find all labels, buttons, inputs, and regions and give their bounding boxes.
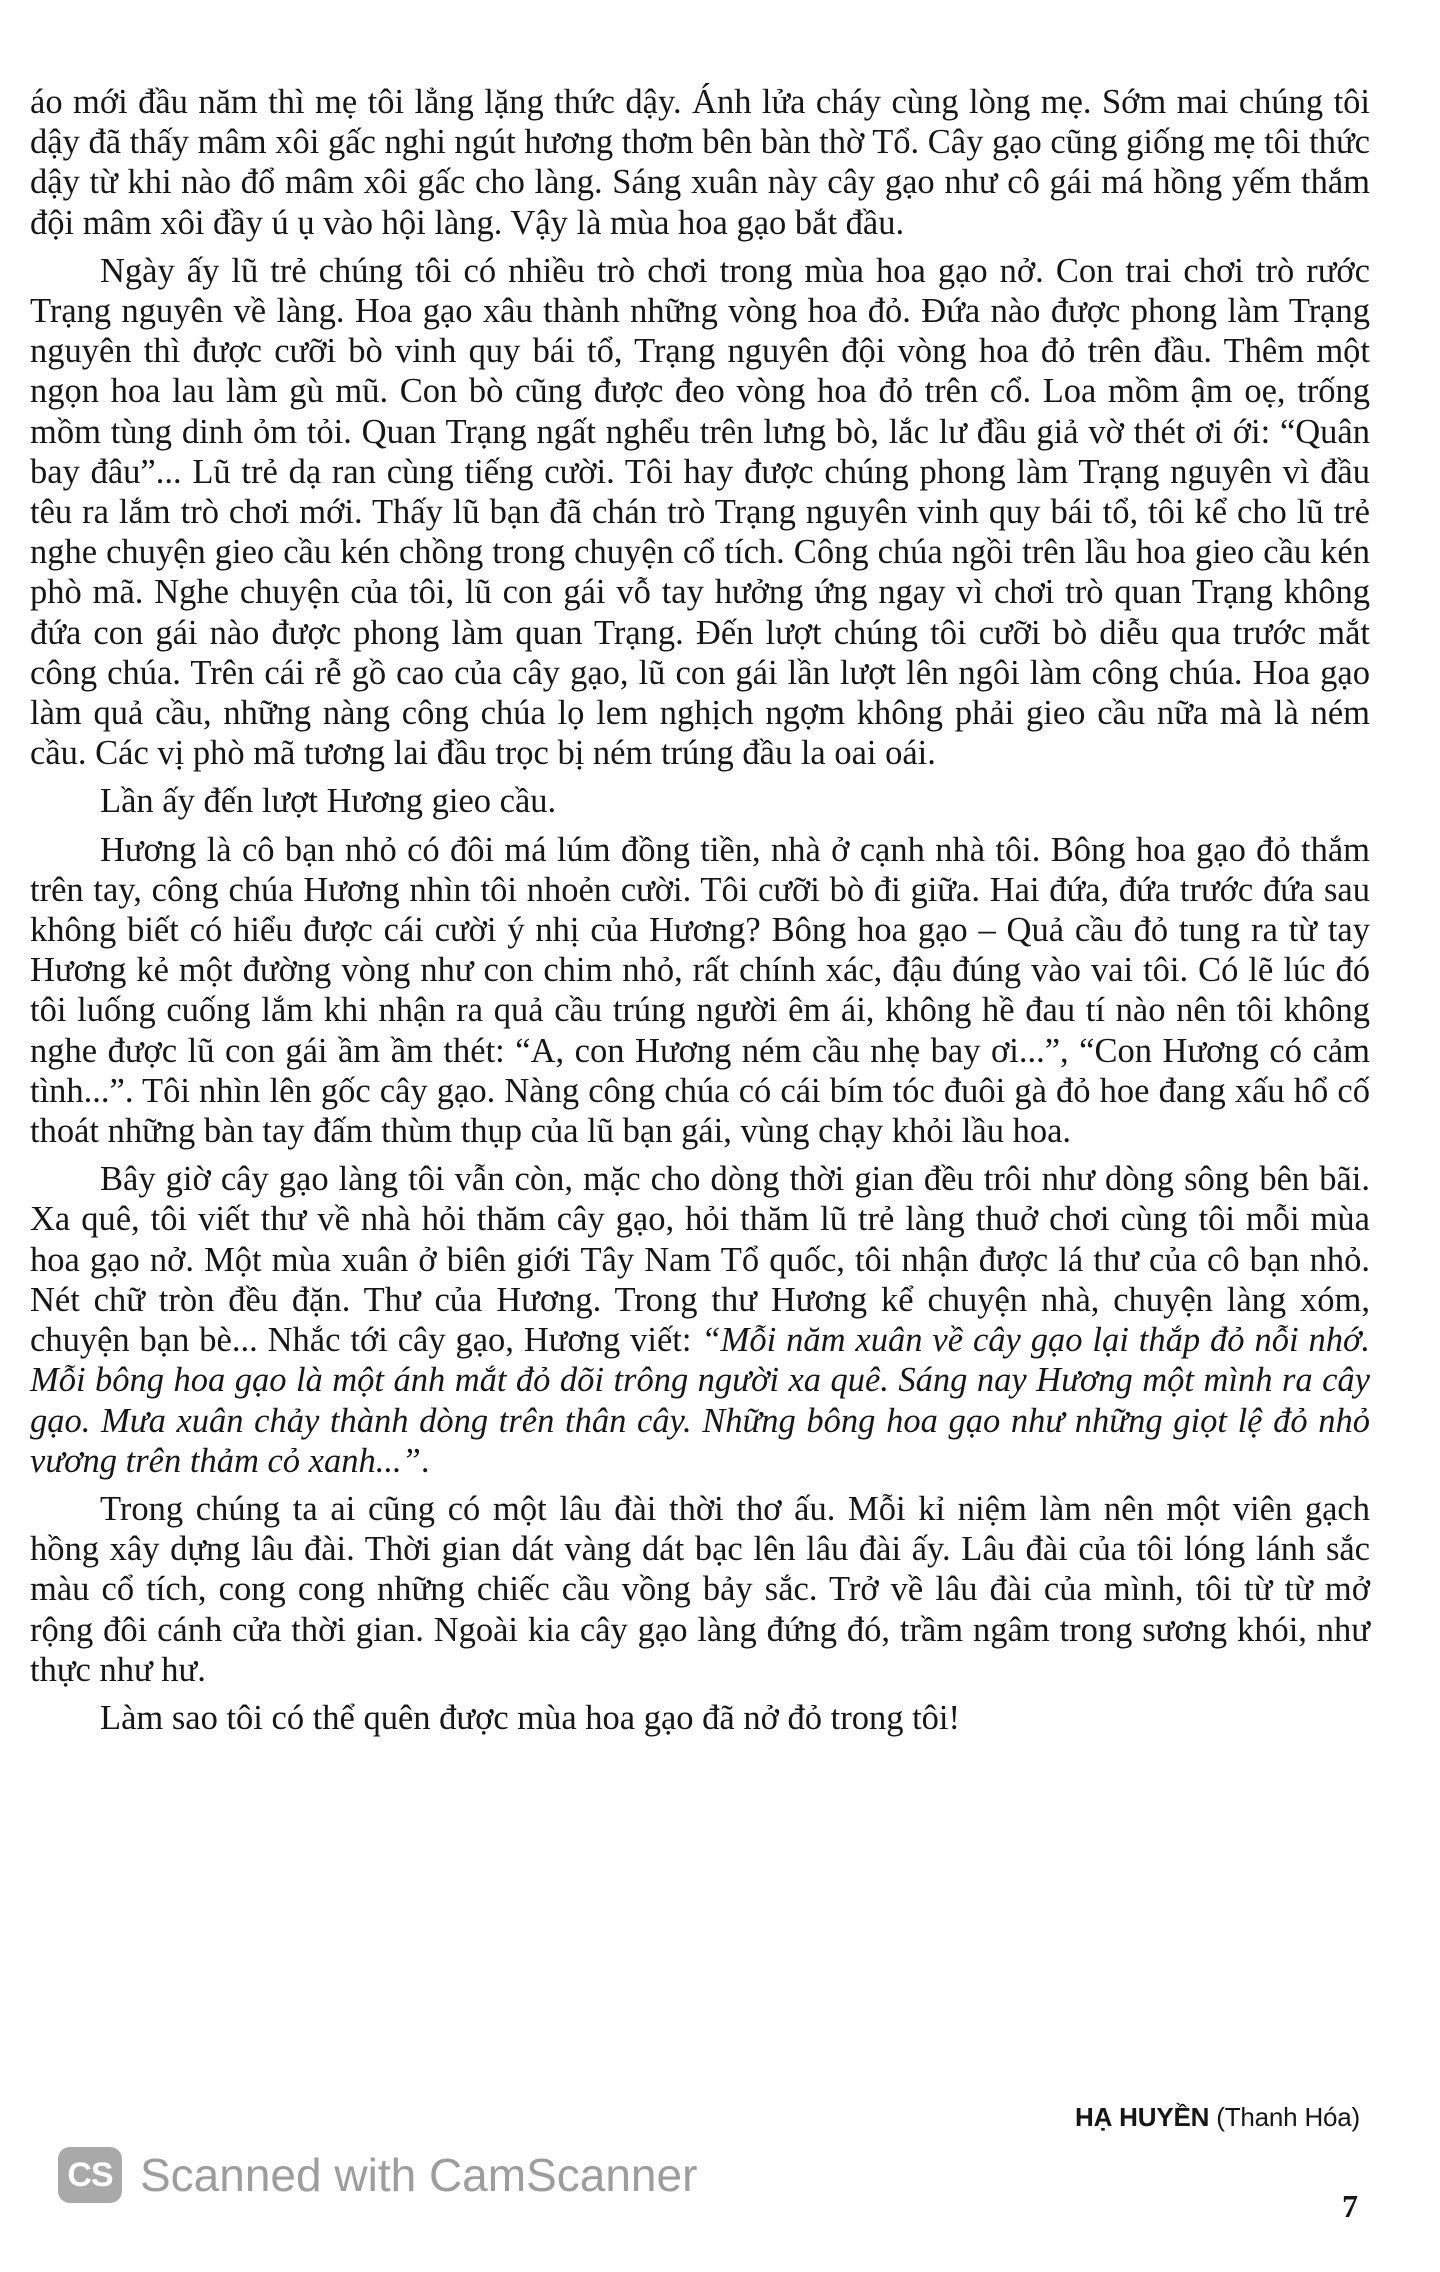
article-body	[30, 82, 1370, 1746]
camscanner-watermark	[58, 2147, 697, 2203]
author-signature	[1075, 2102, 1360, 2133]
paragraph-3: Lần ấy đến lượt Hương gieo cầu.	[100, 782, 557, 821]
letter-end: .	[420, 1441, 430, 1480]
paragraph-2: Ngày ấy lũ trẻ chúng tôi có nhiều trò chơi trong mùa hoa gạo nở. Con trai chơi trò rước Trạng nguyên về làng. Hoa gạo xâu thành những vòng hoa đỏ. Đứa nào được phong làm Trạng nguyên thì được cưỡi bò vinh quy bái tổ, Trạng nguyên đội vòng hoa đỏ trên đầu. Thêm một ngọn hoa lau làm gù mũ. Con bò cũng được đeo vòng hoa đỏ trên cổ. Loa mồm ậm oẹ, trống mồm tùng dinh ỏm tỏi. Quan Trạng ngất nghểu trên lưng bò, lắc lư đầu giả vờ thét ơi ới: “Quân bay đâu”... Lũ trẻ dạ ran cùng tiếng cười. Tôi hay được chúng phong làm Trạng nguyên vì đầu têu ra lắm trò chơi mới. Thấy lũ bạn đã chán trò Trạng nguyên vinh quy bái tổ, tôi kể cho lũ trẻ nghe chuyện gieo cầu kén chồng trong chuyện cổ tích. Công chúa ngồi trên lầu hoa gieo cầu kén phò mã. Nghe chuyện của tôi, lũ con gái vỗ tay hưởng ứng ngay vì chơi trò quan Trạng không đứa con gái nào được phong làm quan Trạng. Đến lượt chúng tôi cưỡi bò diễu qua trước mắt công chúa. Trên cái rễ gồ cao của cây gạo, lũ con gái lần lượt lên ngôi làm công chúa. Hoa gạo làm quả cầu, những nàng công chúa lọ lem nghịch ngợm không phải gieo cầu nữa mà là ném cầu. Các vị phò mã tương lai đầu trọc bị ném trúng đầu la oai oái.	[30, 251, 1370, 773]
watermark-text: Scanned with CamScanner	[140, 2149, 698, 2201]
author-place: (Thanh Hóa)	[1216, 2102, 1360, 2132]
letter-quote: “Mỗi năm xuân về cây gạo lại thắp đỏ nỗi nhớ. Mỗi bông hoa gạo là một ánh mắt đỏ dõi trông người xa quê. Sáng nay Hương một mình ra cây gạo. Mưa xuân chảy thành dòng trên thân cây. Những bông hoa gạo như những giọt lệ đỏ nhỏ vương trên thảm cỏ xanh...”	[30, 1321, 1370, 1480]
camscanner-logo-icon: CS	[58, 2147, 122, 2203]
paragraph-7: Làm sao tôi có thể quên được mùa hoa gạo đã nở đỏ trong tôi!	[100, 1698, 960, 1737]
paragraph-5-letter	[30, 1159, 1370, 1481]
page-number: 7	[1342, 2188, 1358, 2224]
letter-intro: Bây giờ cây gạo làng tôi vẫn còn, mặc cho dòng thời gian đều trôi như dòng sông bên bãi. Xa quê, tôi viết thư về nhà hỏi thăm cây gạo, hỏi thăm lũ trẻ làng thuở chơi cùng tôi mỗi mùa hoa gạo nở. Một mùa xuân ở biên giới Tây Nam Tổ quốc, tôi nhận được lá thư của cô bạn nhỏ. Nét chữ tròn đều đặn. Thư của Hương. Trong thư Hương kể chuyện nhà, chuyện làng xóm, chuyện bạn bè... Nhắc tới cây gạo, Hương viết:	[30, 1160, 1370, 1360]
paragraph-6: Trong chúng ta ai cũng có một lâu đài thời thơ ấu. Mỗi kỉ niệm làm nên một viên gạch hồng xây dựng lâu đài. Thời gian dát vàng dát bạc lên lâu đài ấy. Lâu đài của tôi lóng lánh sắc màu cổ tích, cong cong những chiếc cầu vồng bảy sắc. Trở về lâu đài của mình, tôi từ từ mở rộng đôi cánh cửa thời gian. Ngoài kia cây gạo làng đứng đó, trầm ngâm trong sương khói, như thực như hư.	[30, 1489, 1370, 1689]
paragraph-1: áo mới đầu năm thì mẹ tôi lẳng lặng thức dậy. Ánh lửa cháy cùng lòng mẹ. Sớm mai chúng tôi dậy đã thấy mâm xôi gấc nghi ngút hương thơm bên bàn thờ Tổ. Cây gạo cũng giống mẹ tôi thức dậy từ khi nào đổ mâm xôi gấc cho làng. Sáng xuân này cây gạo như cô gái má hồng yếm thắm đội mâm xôi đầy ú ụ vào hội làng. Vậy là mùa hoa gạo bắt đầu.	[30, 83, 1370, 242]
author-name: HẠ HUYỀN	[1075, 2102, 1210, 2132]
paragraph-4: Hương là cô bạn nhỏ có đôi má lúm đồng tiền, nhà ở cạnh nhà tôi. Bông hoa gạo đỏ thắm trên tay, công chúa Hương nhìn tôi nhoẻn cười. Tôi cưỡi bò đi giữa. Hai đứa, đứa trước đứa sau không biết có hiểu được cái cười ý nhị của Hương? Bông hoa gạo – Quả cầu đỏ tung ra từ tay Hương kẻ một đường vòng như con chim nhỏ, rất chính xác, đậu đúng vào vai tôi. Có lẽ lúc đó tôi luống cuống lắm khi nhận ra quả cầu trúng người êm ái, không hề đau tí nào nên tôi không nghe được lũ con gái ầm ầm thét: “A, con Hương ném cầu nhẹ bay ơi...”, “Con Hương có cảm tình...”. Tôi nhìn lên gốc cây gạo. Nàng công chúa có cái bím tóc đuôi gà đỏ hoe đang xấu hổ cố thoát những bàn tay đấm thùm thụp của lũ bạn gái, vùng chạy khỏi lầu hoa.	[30, 830, 1370, 1151]
